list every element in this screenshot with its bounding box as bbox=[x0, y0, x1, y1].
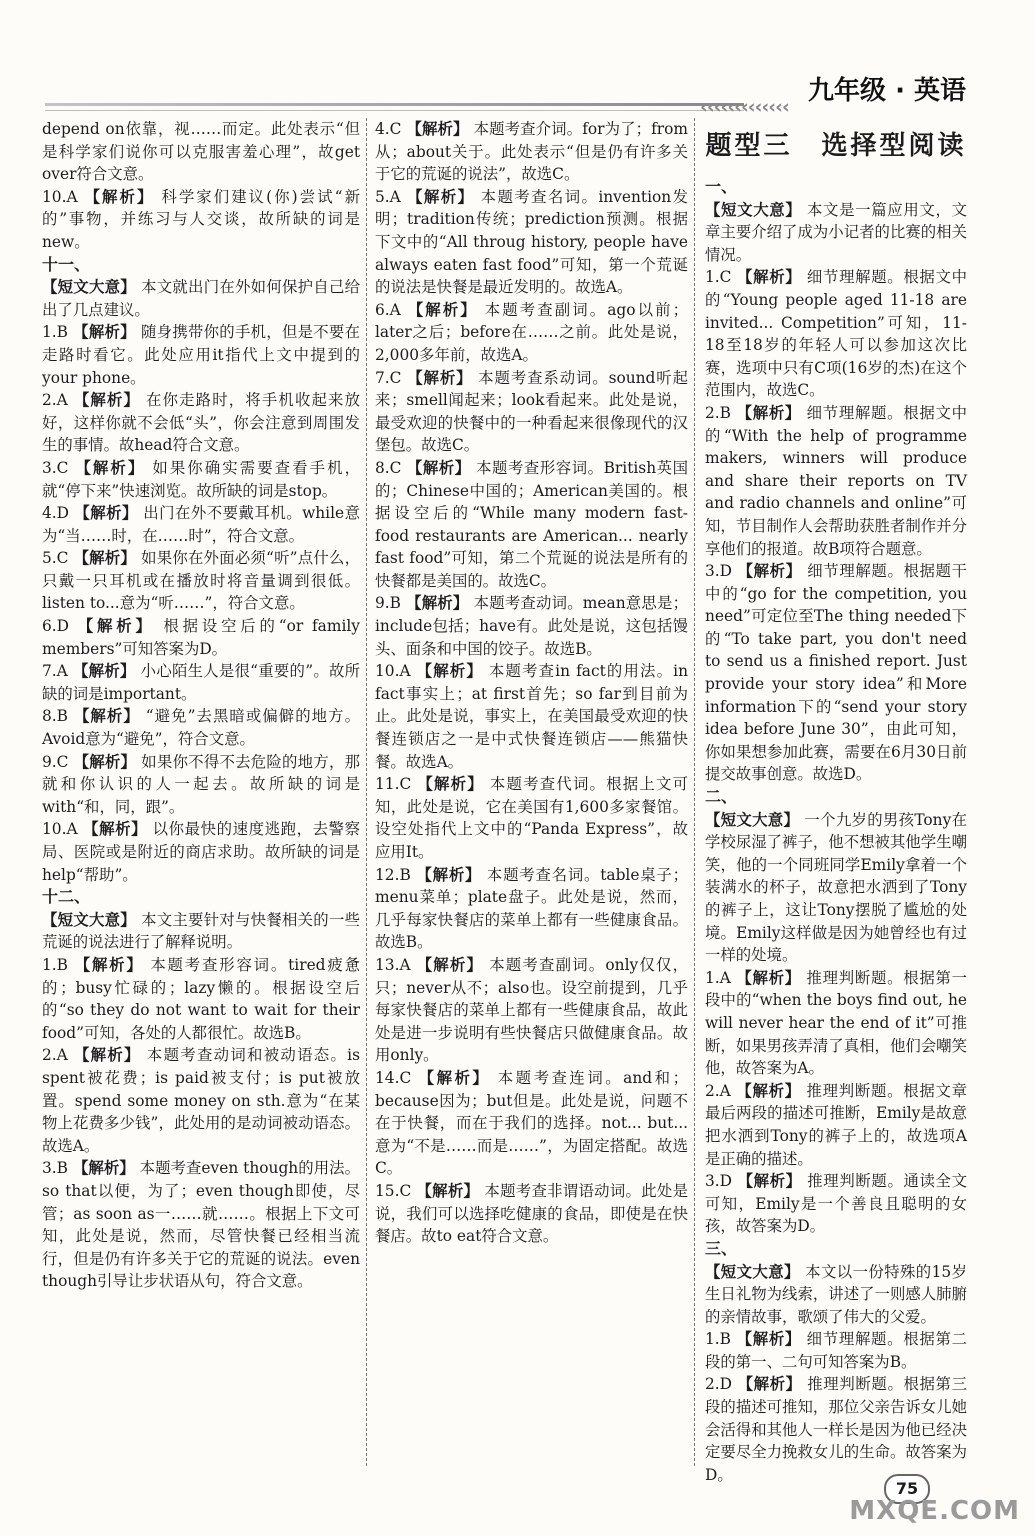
bracket-label: 【解析】 bbox=[416, 955, 484, 974]
bracket-label: 【解析】 bbox=[84, 187, 155, 206]
answer-paragraph: 13.A 【解析】 本题考查副词。only仅仅，只；never从不；also也。设空前提到，几乎每家快餐店的菜单上都有一些健康食品，故此处是进一步说明有些快餐店只做健康食品。故用only。 bbox=[375, 955, 688, 1065]
answer-paragraph: 10.A 【解析】 科学家们建议(你)尝试“新的”事物，并练习与人交谈，故所缺的词是new。 bbox=[42, 187, 360, 251]
bracket-label: 【解析】 bbox=[407, 187, 475, 206]
bracket-label: 【解析】 bbox=[75, 458, 146, 477]
bracket-label: 【短文大意】 bbox=[705, 1262, 800, 1281]
answer-paragraph: 10.A 【解析】 以你最快的速度逃跑，去警察局、医院或是附近的商店求助。故所缺的词是help“帮助”。 bbox=[42, 820, 360, 884]
answer-paragraph: 11.C 【解析】 本题考查代词。根据上文可知，此处是说，它在美国有1,600多家餐馆。设空处指代上文中的“Panda Express”，故应用It。 bbox=[375, 775, 688, 861]
bracket-label: 【短文大意】 bbox=[42, 910, 136, 929]
bracket-label: 【解析】 bbox=[736, 1330, 802, 1349]
bracket-label: 【解析】 bbox=[406, 594, 469, 613]
answer-paragraph: 3.C 【解析】 如果你确实需要查看手机，就“停下来”快速浏览。故所缺的词是stop。 bbox=[42, 458, 360, 500]
bracket-label: 【解析】 bbox=[406, 458, 471, 477]
answer-paragraph: 2.D 【解析】 推理判断题。根据第三段的描述可推知，那位父亲告诉女儿她会活得和其他人一样长是因为他已经决定要尽全力挽救女儿的生命。故答案为D。 bbox=[705, 1375, 967, 1484]
answer-paragraph: 【短文大意】 本文以一份特殊的15岁生日礼物为线索，讲述了一则感人肺腑的亲情故事，歌颂了伟大的父爱。 bbox=[705, 1262, 967, 1326]
column-divider bbox=[366, 118, 367, 1466]
bracket-label: 【解析】 bbox=[73, 323, 136, 342]
bracket-label: 【解析】 bbox=[417, 775, 484, 794]
answer-paragraph: 1.A 【解析】 推理判断题。根据第一段中的“when the boys find out, he will never hear the end of it”可推断，如果男孩弄清了真相，他们会嘲笑他，故答案为A。 bbox=[705, 968, 967, 1078]
answer-paragraph: 6.A 【解析】 本题考查副词。ago以前；later之后；before在……之前。此处是说，2,000多年前，故选A。 bbox=[375, 300, 688, 364]
bracket-label: 【短文大意】 bbox=[705, 810, 800, 829]
answer-paragraph: 15.C 【解析】 本题考查非谓语动词。此处是说，我们可以选择吃健康的食品，即使是在快餐店。故to eat符合文意。 bbox=[375, 1181, 688, 1246]
bracket-label: 【短文大意】 bbox=[705, 200, 802, 219]
bracket-label: 【解析】 bbox=[406, 120, 469, 138]
answer-paragraph: 14.C 【解析】 本题考查连词。and和；because因为；but但是。此处是说，问题不在于快餐，而在于我们的选择。not... but...意为“不是……而是……”，为固定搭配。故选C。 bbox=[375, 1068, 688, 1178]
answer-paragraph: depend on依靠，视……而定。此处表示“但是科学家们说你可以克服害羞心理”，故get over符合文意。 bbox=[42, 120, 360, 184]
bracket-label: 【解析】 bbox=[416, 1181, 480, 1200]
bracket-label: 【解析】 bbox=[407, 368, 473, 387]
bracket-label: 【解析】 bbox=[73, 549, 137, 568]
grade-subject-title: 九年级 · 英语 bbox=[808, 76, 966, 106]
answer-paragraph: 3.D 【解析】 推理判断题。通读全文可知，Emily是一个善良且聪明的女孩，故答案为D。 bbox=[705, 1172, 967, 1236]
answer-paragraph: 1.B 【解析】 随身携带你的手机，但是不要在走路时看它。此处应用it指代上文中提到的your phone。 bbox=[42, 323, 360, 387]
bracket-label: 【解析】 bbox=[416, 662, 483, 681]
answer-paragraph: 10.A 【解析】 本题考查in fact的用法。in fact事实上；at first首先；so far到目前为止。此处是说，事实上，在美国最受欢迎的快餐连锁店之一是中式快餐连锁店——熊猫快餐。故选A。 bbox=[375, 662, 688, 771]
answer-paragraph: 4.D 【解析】 出门在外不要戴耳机。while意为“当……时，在……时”，符合文意。 bbox=[42, 504, 360, 545]
bracket-label: 【解析】 bbox=[83, 820, 148, 839]
header-rule bbox=[45, 103, 744, 106]
answer-paragraph: 1.B 【解析】 细节理解题。根据第二段的第一、二句可知答案为B。 bbox=[705, 1330, 967, 1371]
bracket-label: 【解析】 bbox=[737, 562, 802, 581]
bracket-label: 【解析】 bbox=[72, 1159, 135, 1178]
answer-paragraph: 2.B 【解析】 细节理解题。根据文中的“With the help of programme makers, winners will produce and share their reports on TV and radio channels and online”可知，节目制作人会帮助获胜者制作并分享他们的报道。故B项符合题意。 bbox=[705, 403, 967, 558]
answer-paragraph: 9.C 【解析】 如果你不得不去危险的地方，那就和你认识的人一起去。故所缺的词是with“和，同，跟”。 bbox=[42, 752, 360, 816]
answer-column-1 bbox=[42, 118, 360, 1293]
answer-paragraph: 【短文大意】 本文主要针对与快餐相关的一些荒诞的说法进行了解释说明。 bbox=[42, 910, 360, 952]
answer-paragraph: 1.B 【解析】 本题考查形容词。tired疲惫的；busy忙碌的；lazy懒的。根据设空后的“so they do not want to wait for their food”可知，各处的人都很忙。故选B。 bbox=[42, 955, 360, 1042]
bracket-label: 【解析】 bbox=[73, 391, 141, 410]
answer-paragraph: 9.B 【解析】 本题考查动词。mean意思是；include包括；have有。此处是说，这包括馒头、面条和中国的饺子。故选B。 bbox=[375, 594, 688, 658]
answer-paragraph: 8.B 【解析】 “避免”去黑暗或偏僻的地方。Avoid意为“避免”，符合文意。 bbox=[42, 707, 360, 749]
section-heading: 二、 bbox=[705, 787, 738, 807]
bracket-label: 【解析】 bbox=[74, 955, 144, 974]
bracket-label: 【解析】 bbox=[77, 617, 155, 636]
answer-column-3 bbox=[705, 118, 967, 1486]
bracket-label: 【解析】 bbox=[737, 268, 802, 287]
bracket-label: 【解析】 bbox=[737, 1375, 802, 1394]
answer-paragraph: 12.B 【解析】 本题考查名词。table桌子；menu菜单；plate盘子。此处是说，然而，几乎每家快餐店的菜单上都有一些健康食品。故选B。 bbox=[375, 865, 688, 952]
answer-column-2 bbox=[375, 118, 688, 1248]
bracket-label: 【解析】 bbox=[407, 300, 478, 319]
section-heading: 一、 bbox=[705, 177, 738, 196]
answer-paragraph: 8.C 【解析】 本题考查形容词。British英国的；Chinese中国的；American美国的。根据设空后的“While many modern fast-food restaurants are American... nearly fast food”可知，第二个荒诞的说法是所有的快餐都是美国的。故选C。 bbox=[375, 458, 688, 590]
bracket-label: 【解析】 bbox=[418, 1068, 491, 1087]
answer-paragraph: 3.D 【解析】 细节理解题。根据题干中的“go for the competition, you need”可定位至The thing needed下的“To take part, you don't need to send us a finished report. Just provide your story idea”和More information下的“send your story idea before June 30”，由此可知，你如果想参加此赛，需要在6月30日前提交故事创意。故选D。 bbox=[705, 562, 967, 784]
chevron-decoration-icon: ‹‹‹‹‹‹‹‹‹‹‹‹‹ bbox=[700, 96, 789, 118]
answer-paragraph: 6.D 【解析】 根据设空后的“or family members”可知答案为D。 bbox=[42, 617, 360, 658]
bracket-label: 【解析】 bbox=[72, 662, 136, 681]
watermark-logo: MXQE.COM bbox=[849, 1496, 1020, 1526]
bracket-label: 【解析】 bbox=[73, 752, 137, 771]
bracket-label: 【短文大意】 bbox=[42, 278, 136, 297]
bracket-label: 【解析】 bbox=[416, 865, 482, 884]
section-heading: 三、 bbox=[705, 1238, 738, 1258]
answer-paragraph: 2.A 【解析】 推理判断题。根据文章最后两段的描述可推断，Emily是故意把水洒到Tony的裤子上的，故选项A是正确的描述。 bbox=[705, 1081, 967, 1168]
bracket-label: 【解析】 bbox=[736, 968, 801, 987]
answer-paragraph: 5.C 【解析】 如果你在外面必须“听”点什么，只戴一只耳机或在播放时将音量调到很低。listen to...意为“听……”，符合文意。 bbox=[42, 549, 360, 613]
page-header bbox=[0, 0, 1034, 124]
column-divider bbox=[694, 118, 695, 1466]
header-rule-thin bbox=[45, 110, 744, 111]
answer-paragraph: 5.A 【解析】 本题考查名词。invention发明；tradition传统；prediction预测。根据下文中的“All throug history, people have always eaten fast food”可知，第一个荒诞的说法是快餐是最近发明的。故选A。 bbox=[375, 187, 688, 297]
answer-paragraph: 【短文大意】 本文是一篇应用文，文章主要介绍了成为小记者的比赛的相关情况。 bbox=[705, 200, 967, 264]
section-title: 题型三 选择型阅读 bbox=[705, 131, 967, 161]
answer-paragraph: 3.B 【解析】 本题考查even though的用法。so that以便，为了；even though即使，尽管；as soon as一……就……。根据上下文可知，此处是说，然而，尽管快餐已经相当流行，但是仍有许多关于它的荒诞的说法。even though引导让步状语从句，符合文意。 bbox=[42, 1159, 360, 1291]
answer-paragraph: 7.A 【解析】 小心陌生人是很“重要的”。故所缺的词是important。 bbox=[42, 662, 360, 703]
answer-paragraph: 2.A 【解析】 本题考查动词和被动语态。is spent被花费；is paid被支付；is put被放置。spend some money on sth.意为“在某物上花费多少钱”，此处用的是动词被动语态。故选A。 bbox=[42, 1046, 360, 1155]
answer-paragraph: 7.C 【解析】 本题考查系动词。sound听起来；smell闻起来；look看起来。此处是说，最受欢迎的快餐中的一种看起来很像现代的汉堡包。故选C。 bbox=[375, 368, 688, 455]
answer-paragraph: 4.C 【解析】 本题考查介词。for为了；from从；about关于。此处表示“但是仍有许多关于它的荒诞的说法”，故选C。 bbox=[375, 120, 688, 184]
bracket-label: 【解析】 bbox=[736, 403, 802, 422]
bracket-label: 【解析】 bbox=[737, 1172, 802, 1191]
answer-paragraph: 【短文大意】 本文就出门在外如何保护自己给出了几点建议。 bbox=[42, 278, 360, 319]
section-heading: 十一、 bbox=[42, 254, 91, 274]
answer-paragraph: 1.C 【解析】 细节理解题。根据文中的“Young people aged 11-18 are invited... Competition”可知，11-18至18岁的年轻人可以参加这次比赛，选项中只有C项(16岁的杰)在这个范围内，故选C。 bbox=[705, 268, 967, 400]
answer-paragraph: 【短文大意】 一个九岁的男孩Tony在学校尿湿了裤子，他不想被其他学生嘲笑，他的一个同班同学Emily拿着一个装满水的杯子，故意把水洒到了Tony的裤子上，这让Tony摆脱了尴尬的处境。Emily这样做是因为她曾经也有过一样的处境。 bbox=[705, 810, 967, 965]
bracket-label: 【解析】 bbox=[73, 707, 140, 726]
bracket-label: 【解析】 bbox=[736, 1081, 801, 1100]
bracket-label: 【解析】 bbox=[74, 1046, 141, 1065]
bracket-label: 【解析】 bbox=[74, 504, 138, 523]
answer-column-3-body bbox=[705, 176, 967, 1486]
section-heading: 十二、 bbox=[42, 887, 91, 907]
answer-paragraph: 2.A 【解析】 在你走路时，将手机收起来放好，这样你就不会低“头”，你会注意到周围发生的事情。故head符合文意。 bbox=[42, 391, 360, 455]
page-number: 75 bbox=[884, 1474, 930, 1504]
